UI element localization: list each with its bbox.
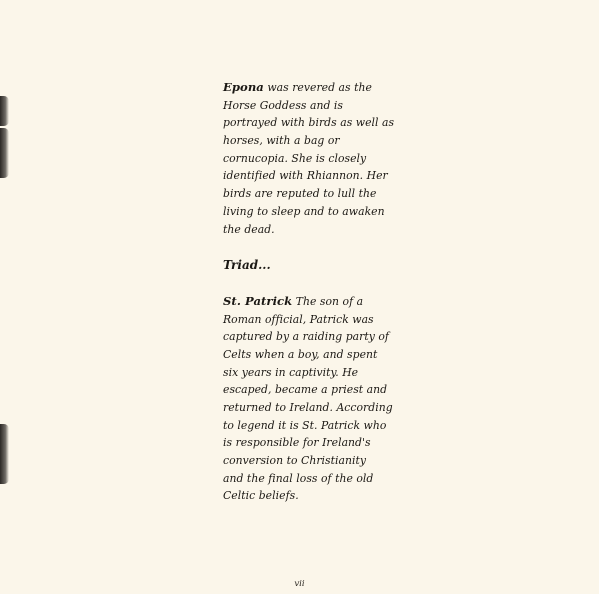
patrick-line-3: captured by a raiding party of	[223, 330, 389, 344]
binding-mark-upper	[0, 128, 9, 178]
patrick-line-text: The son of a	[292, 294, 364, 308]
epona-line-4: horses, with a bag or	[223, 134, 340, 148]
patrick-line-12: Celtic beliefs.	[223, 489, 299, 503]
binding-mark-top	[0, 96, 9, 126]
epona-line-7: birds are reputed to lull the	[223, 187, 377, 201]
patrick-line-6: escaped, became a priest and	[223, 383, 388, 397]
text-column	[223, 79, 395, 505]
epona-paragraph	[223, 79, 395, 238]
epona-line-5: cornucopia. She is closely	[223, 151, 367, 165]
epona-line-6: identified with Rhiannon. Her	[223, 169, 388, 183]
epona-line-3: portrayed with birds as well as	[223, 116, 395, 130]
page-number: vii	[294, 579, 305, 589]
patrick-line-4: Celts when a boy, and spent	[223, 347, 378, 361]
patrick-line-7: returned to Ireland. According	[223, 401, 393, 415]
st-patrick-term: St. Patrick	[223, 293, 293, 308]
patrick-line-11: and the final loss of the old	[223, 471, 374, 485]
patrick-line-8: to legend it is St. Patrick who	[223, 418, 387, 432]
patrick-line-10: conversion to Christianity	[223, 454, 367, 468]
epona-line-1	[223, 79, 383, 97]
epona-term: Epona	[223, 80, 264, 94]
st-patrick-paragraph	[223, 293, 393, 505]
epona-line-2: Horse Goddess and is	[223, 98, 344, 112]
patrick-line-2: Roman official, Patrick was	[223, 312, 374, 326]
binding-mark-lower	[0, 424, 9, 484]
patrick-line-1	[223, 293, 383, 311]
patrick-line-9: is responsible for Ireland's	[223, 436, 371, 450]
epona-line-8: living to sleep and to awaken	[223, 204, 385, 218]
patrick-line-5: six years in captivity. He	[223, 365, 359, 379]
triad-heading: Triad...	[223, 258, 271, 273]
epona-line-9: the dead.	[223, 222, 275, 236]
epona-line-text: was revered as the	[263, 81, 372, 94]
